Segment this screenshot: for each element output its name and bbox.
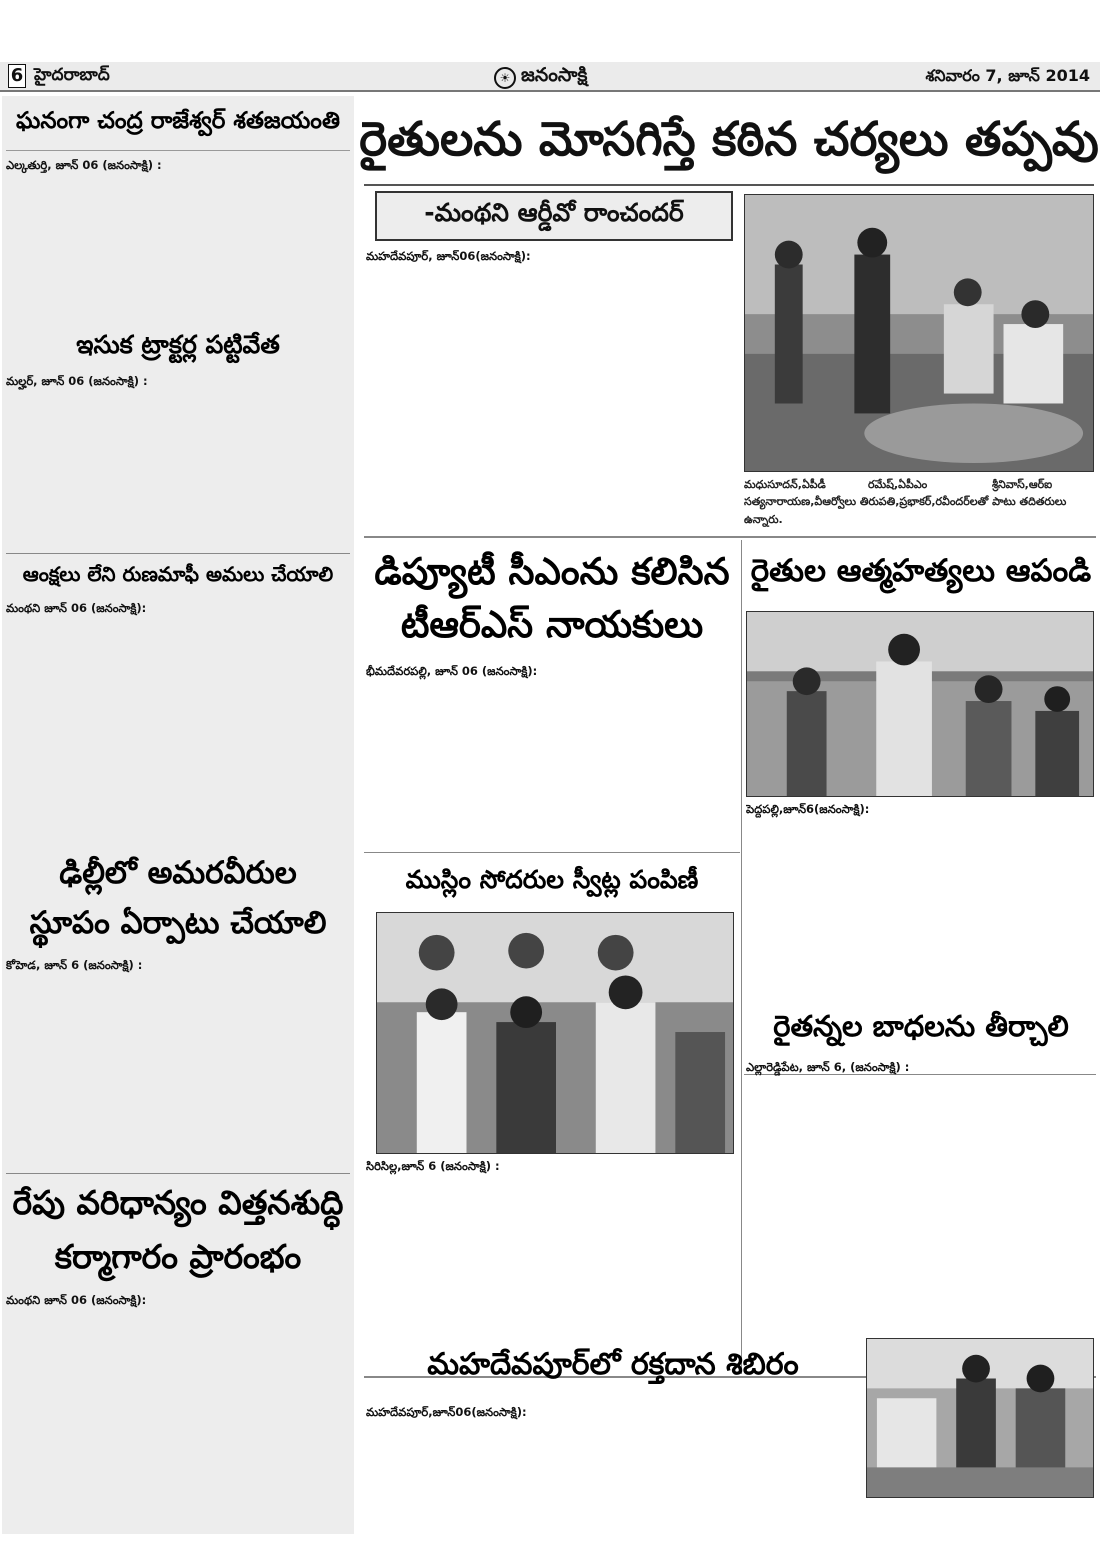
article-headline-line2: టీఆర్ఎస్ నాయకులు <box>400 603 704 647</box>
divider <box>364 852 740 853</box>
article-headline-line2: స్థూపం ఏర్పాటు చేయాలి <box>29 904 327 941</box>
lead-subheadline: -మంథని ఆర్డీవో రాంచందర్ <box>375 191 733 241</box>
divider <box>6 553 350 554</box>
photo-caption: రమేష్,ఏపీఎం <box>868 478 928 491</box>
article-headline: ఆంక్షలు లేని రుణమాఫీ అమలు చేయాలి <box>22 562 334 586</box>
article-blood-donation-headline <box>366 1334 860 1400</box>
article-sand-tractors <box>6 323 350 551</box>
page-number: 6 <box>8 64 26 88</box>
photo-caption: సత్యనారాయణ,వీఆర్వోలు తిరుపతి,ప్రభాకర్,రవీందర్‌లతో పాటు తదితరులు ఉన్నారు. <box>744 495 1067 526</box>
photo-caption: శ్రీనివాస్,ఆర్ఐ <box>992 478 1053 491</box>
dateline: మంథని జూన్ 06 (జనంసాక్షి): <box>6 1293 147 1308</box>
article-sweets-headline <box>366 858 738 910</box>
dateline: మహదేవపూర్, జూన్06(జనంసాక్షి): <box>366 249 531 263</box>
article-farmer-suicides-headline <box>746 552 1096 604</box>
dateline: సిరిసిల్ల,జూన్ 6 (జనంసాక్షి) : <box>366 1159 500 1173</box>
dateline: ఎల్లారెడ్డిపేట, జూన్ 6, (జనంసాక్షి) : <box>746 1060 910 1075</box>
photo-tdp-leaders <box>746 611 1094 797</box>
dateline: పెద్దపల్లి,జూన్6(జనంసాక్షి): <box>746 802 870 816</box>
article-headline-line1: ఢిల్లీలో అమరవీరుల <box>59 855 297 891</box>
article-blood-donation <box>366 1404 862 1534</box>
article-headline: ఘనంగా చంద్ర రాజేశ్వర్ శతజయంతి <box>6 99 350 151</box>
sun-icon: ☀ <box>494 67 516 89</box>
photo-farmers-inspection <box>744 194 1094 472</box>
photo-blood-camp <box>866 1338 1094 1498</box>
article-deputy-cm <box>366 542 738 850</box>
article-headline-line1: డిప్యూటీ సీఎంను కలిసిన <box>374 550 730 593</box>
newspaper-logo <box>494 64 587 91</box>
article-headline: మహదేవపూర్‌లో రక్తదాన శిబిరం <box>427 1347 799 1382</box>
issue-date: శనివారం 7, జూన్ 2014 <box>925 66 1090 85</box>
article-lead <box>366 248 740 530</box>
divider <box>6 1173 350 1174</box>
dateline: మహదేవపూర్,జూన్06(జనంసాక్షి): <box>366 1405 527 1419</box>
article-farmers-problems <box>746 1008 1096 1372</box>
masthead <box>0 62 1100 92</box>
divider <box>741 540 742 1374</box>
dateline: కోహెడ, జూన్ 6 (జనంసాక్షి) : <box>6 958 143 973</box>
dateline: మల్హర్, జూన్ 06 (జనంసాక్షి) : <box>6 374 148 388</box>
section-title: హైదరాబాద్ <box>34 65 110 85</box>
article-seed-factory <box>6 1176 350 1532</box>
lead-headline: రైతులను మోసగిస్తే కఠిన చర్యలు తప్పవు <box>364 106 1094 186</box>
photo-caption: మధుసూదన్,ఏపీడీ <box>744 478 826 491</box>
article-loan-waiver <box>6 556 350 848</box>
photo-sweets-distribution <box>376 912 734 1154</box>
article-headline: రైతన్నల బాధలను తీర్చాలి <box>773 1009 1069 1043</box>
divider <box>364 536 1096 538</box>
article-headline: రైతుల ఆత్మహత్యలు ఆపండి <box>750 553 1092 589</box>
article-headline-line1: రేపు వరిధాన్యం విత్తనశుద్ధి <box>12 1183 344 1222</box>
article-headline-line2: కర్మాగారం ప్రారంభం <box>54 1237 302 1277</box>
article-headline: ఇసుక ట్రాక్టర్ల పట్టివేత <box>76 330 280 359</box>
dateline: ఎల్కతుర్తి, జూన్ 06 (జనంసాక్షి) : <box>6 158 162 173</box>
dateline: మంథని జూన్ 06 (జనంసాక్షి): <box>6 600 147 615</box>
article-satajayanti <box>6 99 350 321</box>
logo-text: జనంసాక్షి <box>521 64 588 86</box>
article-martyrs-memorial <box>6 850 350 1170</box>
article-headline: ముస్లిం సోదరుల స్వీట్ల పంపిణీ <box>405 865 699 894</box>
dateline: భీమదేవరపల్లి, జూన్ 06 (జనంసాక్షి): <box>366 663 538 678</box>
